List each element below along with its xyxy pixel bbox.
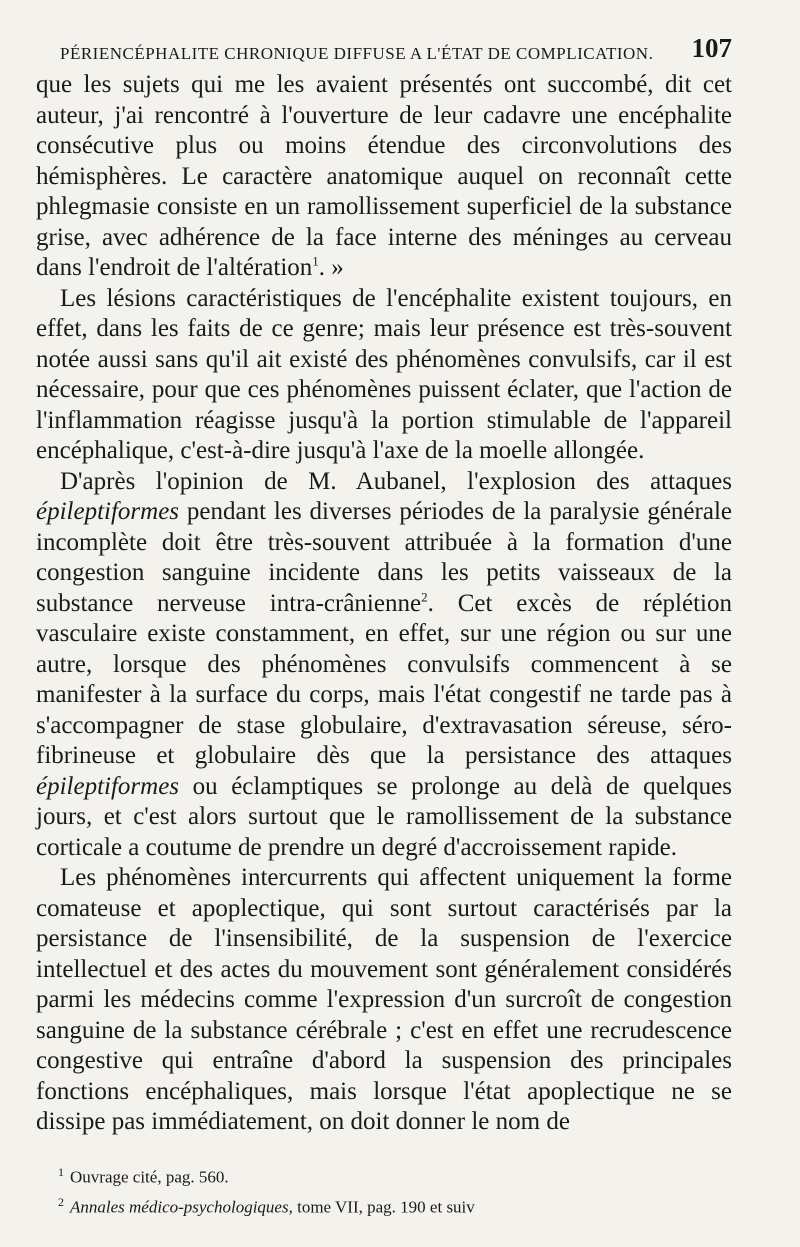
body-text [36, 70, 732, 1138]
footnote [58, 1190, 700, 1220]
footnote-ref: 2 [421, 589, 428, 605]
text-run: ou éclamptiques se prolonge au delà de quelques jours, et c'est alors surtout que le ramollissement de la substance corticale a coutume de prendre un degré d'accroissement rapide. [36, 772, 732, 861]
text-run: que les sujets qui me les avaient présentés ont succombé, dit cet auteur, j'ai rencontré à l'ouverture de leur cadavre une encéphalite consécutive plus ou moins étendue des circonvolutions des hémisphères. Le caractère anatomique auquel on reconnaît cette phlegmasie consiste en un ramollissement superficiel de la substance grise, avec adhérence de la face interne des méninges au cerveau dans l'endroit de l'altération [36, 71, 732, 281]
running-head: PÉRIENCÉPHALITE CHRONIQUE DIFFUSE A L'ÉTAT DE COMPLICATION. [60, 44, 654, 63]
footnote-ref: 1 [312, 253, 319, 269]
italic-text: épileptiformes [36, 498, 180, 525]
text-run: Les phénomènes intercurrents qui affectent uniquement la forme comateuse et apoplectique, qui sont surtout caractérisés par la persistance de l'insensibilité, de la suspension de l'exercice intellectuel et des actes du mouvement sont généralement considérés parmi les médecins comme l'expression d'un surcroît de congestion sanguine de la substance cérébrale ; c'est en effet une recrudescence congestive qui entraîne d'abord la suspension des principales fonctions encéphaliques, mais lorsque l'état apoplectique ne se dissipe pas immédiatement, on doit donner le nom de [36, 864, 732, 1135]
footnote-number: 2 [58, 1194, 64, 1209]
page-number: 107 [691, 33, 732, 63]
footnotes [58, 1160, 700, 1219]
page-header [60, 24, 732, 64]
italic-text: épileptiformes [36, 772, 180, 800]
paragraph [36, 284, 732, 467]
footnote-title: Annales médico-psychologiques, [70, 1197, 293, 1217]
footnote-number: 1 [58, 1165, 64, 1179]
footnote [58, 1160, 700, 1190]
text-run: pendant les diverses périodes de la paralysie générale incomplète doit être très-souvent attribuée à la formation d'une congestion sanguine incidente dans les petits vaisseaux de la substance nerveuse intra-crânienne [36, 498, 732, 617]
text-run: . » [318, 254, 344, 281]
paragraph [36, 467, 732, 864]
paragraph [36, 70, 732, 284]
text-run: . Cet excès de réplétion vasculaire existe constamment, en effet, sur une région ou sur une autre, lorsque des phénomènes convulsifs commencent à se manifester à la surface du corps, mais l'état congestif ne tarde pas à s'accompagner de stase globulaire, d'extravasation séreuse, séro-fibrineuse et globulaire dès que la persistance des attaques [36, 589, 732, 769]
text-run: Les lésions caractéristiques de l'encéphalite existent toujours, en effet, dans les faits de ce genre; mais leur présence est très-souvent notée aussi sans qu'il ait existé des phénomènes convulsifs, car il est nécessaire, pour que ces phénomènes puissent éclater, que l'action de l'inflammation réagisse jusqu'à la portion stimulable de l'appareil encéphalique, c'est-à-dire jusqu'à l'axe de la moelle allongée. [36, 284, 732, 464]
text-run: D'après l'opinion de M. Aubanel, l'explosion des attaques [60, 467, 732, 495]
footnote-text: tome VII, pag. 190 et suiv [292, 1197, 475, 1217]
footnote-text: Ouvrage cité, pag. 560. [70, 1167, 229, 1187]
paragraph [36, 863, 732, 1138]
